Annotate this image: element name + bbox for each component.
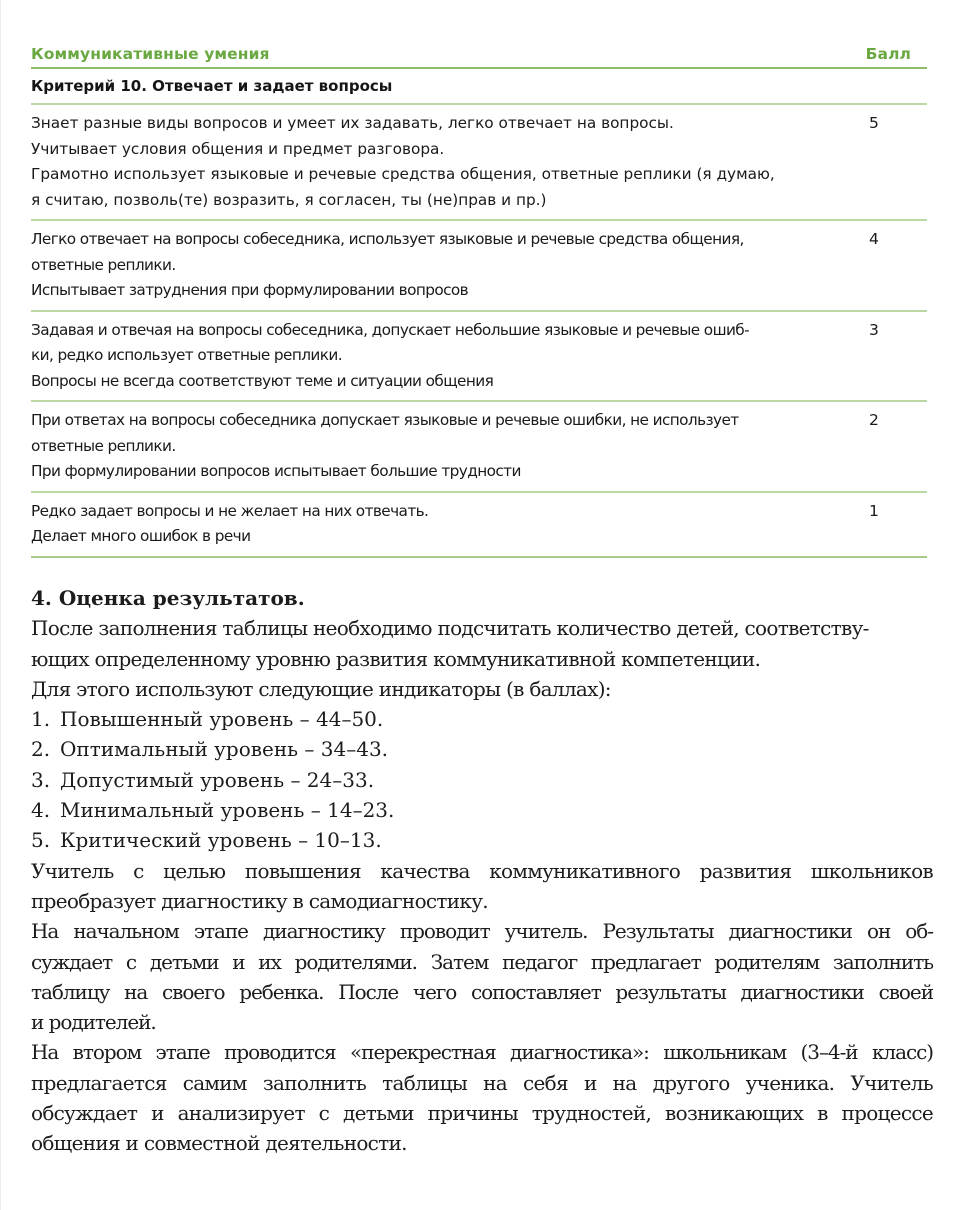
paragraph-line: Учитель с целью повышения качества коммуникативного развития школьников (31, 858, 933, 883)
row-line: Задавая и отвечая на вопросы собеседника, допускает небольшие языковые и речевые ошиб- (31, 320, 750, 339)
section-heading: 4. Оценка результатов. (31, 586, 305, 610)
row-score: 4 (869, 230, 879, 248)
paragraph-line: Для этого используют следующие индикаторы (в баллах): (31, 676, 611, 701)
criterion-title: Критерий 10. Отвечает и задает вопросы (31, 77, 393, 95)
table-row (31, 402, 927, 493)
row-line: ответные реплики. (31, 255, 176, 274)
row-score: 3 (869, 320, 879, 339)
row-line: При ответах на вопросы собеседника допускает языковые и речевые ошибки, не использует (31, 411, 739, 429)
row-line: Легко отвечает на вопросы собеседника, использует языковые и речевые средства общения, (31, 230, 744, 248)
paragraph-line: таблицу на своего ребенка. После чего сопоставляет результаты диагностики своей (31, 979, 933, 1004)
row-description (31, 227, 863, 304)
section-body (31, 583, 933, 1159)
row-description (31, 499, 863, 550)
header-score: Балл (865, 45, 911, 63)
level-item (31, 765, 933, 795)
table-row (31, 493, 927, 558)
level-number: 4. (31, 798, 51, 823)
row-line: Делает много ошибок в речи (31, 527, 251, 545)
paragraph-line: преобразует диагностику в самодиагностику. (31, 888, 488, 913)
level-item (31, 795, 933, 825)
row-description (31, 408, 863, 485)
row-line: Грамотно использует языковые и речевые средства общения, ответные реплики (я думаю, (31, 165, 775, 183)
row-line: ответные реплики. (31, 436, 176, 455)
row-line: я считаю, позволь(те) возразить, я согласен, ты (не)прав и пр.) (31, 190, 547, 209)
table-row (31, 105, 927, 221)
level-text: Допустимый уровень – 24–33. (60, 767, 375, 792)
level-item (31, 704, 933, 734)
paragraph-line: общения и совместной деятельности. (31, 1131, 407, 1156)
row-score: 1 (869, 501, 879, 520)
paragraph-line: суждает с детьми и их родителями. Затем педагог предлагает родителям заполнить (31, 949, 933, 974)
table-row (31, 221, 927, 312)
paragraph-line: ющих определенному уровню развития коммуникативной компетенции. (31, 646, 761, 671)
row-line: Испытывает затруднения при формулировании вопросов (31, 281, 469, 299)
row-line: Редко задает вопросы и не желает на них отвечать. (31, 501, 429, 520)
level-text: Критический уровень – 10–13. (60, 828, 382, 853)
row-description (31, 318, 863, 395)
paragraph-line: На начальном этапе диагностику проводит учитель. Результаты диагностики он об- (31, 919, 933, 944)
header-skills: Коммуникативные умения (31, 45, 270, 63)
paragraph-line: После заполнения таблицы необходимо подсчитать количество детей, соответству- (31, 616, 869, 641)
level-item (31, 825, 933, 855)
row-line: При формулировании вопросов испытывает большие трудности (31, 462, 521, 480)
table-header (31, 37, 927, 69)
level-text: Повышенный уровень – 44–50. (60, 707, 384, 732)
row-line: Знает разные виды вопросов и умеет их задавать, легко отвечает на вопросы. (31, 114, 674, 132)
criterion-title-row (31, 69, 927, 105)
criteria-table (31, 37, 927, 558)
level-number: 1. (31, 707, 51, 732)
table-row (31, 312, 927, 403)
row-score: 5 (869, 114, 879, 132)
level-number: 3. (31, 767, 51, 792)
row-description (31, 111, 863, 213)
row-line: ки, редко использует ответные реплики. (31, 346, 342, 364)
row-score: 2 (869, 411, 879, 429)
level-text: Оптимальный уровень – 34–43. (60, 737, 389, 762)
level-number: 5. (31, 828, 51, 853)
paragraph-line: обсуждает и анализирует с детьми причины трудностей, возникающих в процессе (31, 1101, 933, 1126)
row-line: Учитывает условия общения и предмет разговора. (31, 139, 445, 158)
paragraph-line: и родителей. (31, 1010, 156, 1035)
row-line: Вопросы не всегда соответствуют теме и ситуации общения (31, 371, 494, 390)
level-text: Минимальный уровень – 14–23. (60, 798, 395, 823)
page-edge (0, 0, 1, 1210)
paragraph-line: предлагается самим заполнить таблицы на себя и на другого ученика. Учитель (31, 1070, 933, 1095)
level-item (31, 734, 933, 764)
paragraph-line: На втором этапе проводится «перекрестная диагностика»: школьникам (3–4-й класс) (31, 1040, 933, 1065)
level-number: 2. (31, 737, 51, 762)
